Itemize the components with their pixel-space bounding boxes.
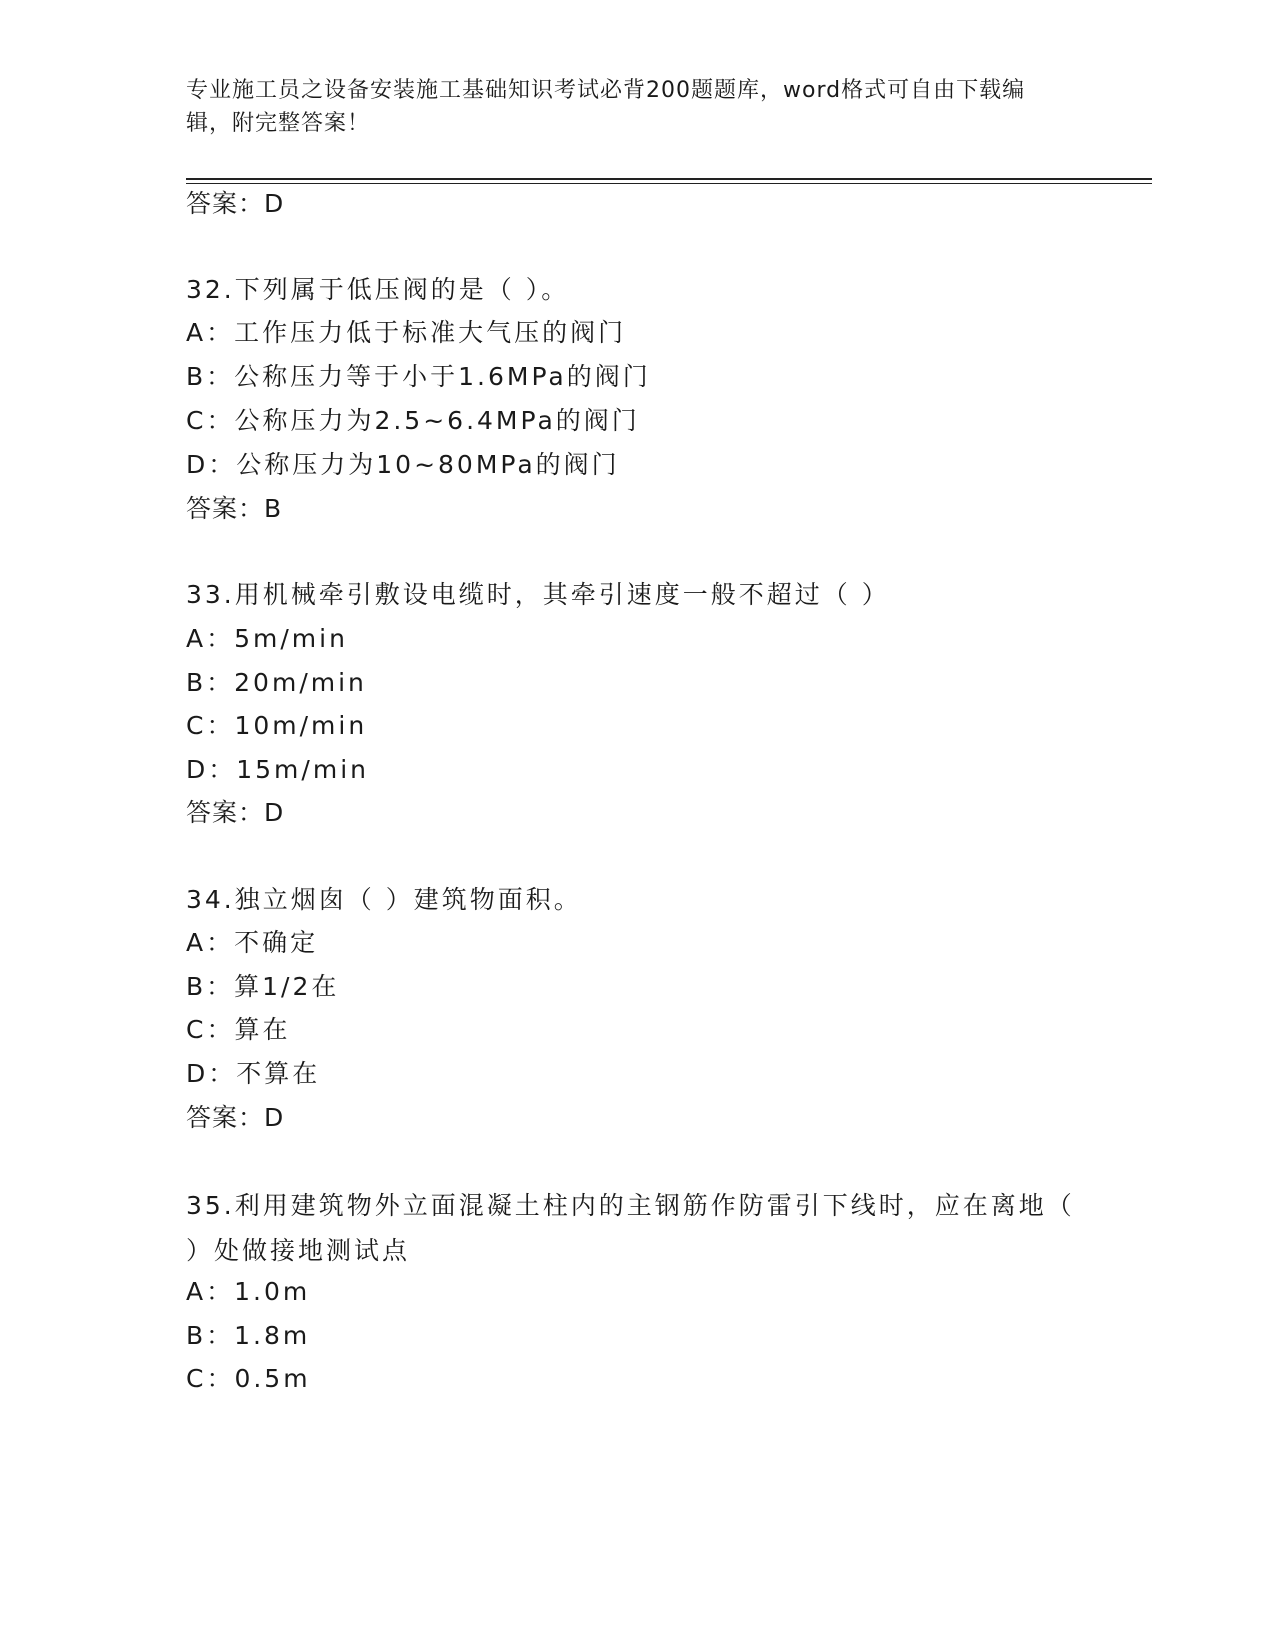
question-35-option-a: A：1.0m bbox=[186, 1277, 311, 1306]
question-33-option-c: C：10m/min bbox=[186, 711, 368, 740]
question-34-stem: 34.独立烟囱（ ）建筑物面积。 bbox=[186, 885, 582, 914]
question-34-option-c: C：算在 bbox=[186, 1015, 291, 1044]
question-32-option-a: A：工作压力低于标准大气压的阀门 bbox=[186, 318, 627, 347]
question-35-option-b: B：1.8m bbox=[186, 1321, 311, 1350]
question-33-option-b: B：20m/min bbox=[186, 668, 367, 697]
question-35-stem: 35.利用建筑物外立面混凝土柱内的主钢筋作防雷引下线时，应在离地（ ）处做接地测试点 bbox=[186, 1191, 1075, 1265]
question-32-stem: 32.下列属于低压阀的是（ ）。 bbox=[186, 275, 570, 304]
previous-answer: 答案：D bbox=[186, 189, 285, 218]
question-34-answer: 答案：D bbox=[186, 1103, 285, 1132]
question-33-answer: 答案：D bbox=[186, 798, 285, 827]
header-divider-thick bbox=[186, 178, 1152, 180]
question-33-option-d: D：15m/min bbox=[186, 755, 369, 784]
question-34-option-a: A：不确定 bbox=[186, 928, 319, 957]
page-header: 专业施工员之设备安装施工基础知识考试必背200题题库，word格式可自由下载编辑，附完整答案！ bbox=[186, 78, 1026, 136]
question-33-stem: 33.用机械牵引敷设电缆时，其牵引速度一般不超过（ ） bbox=[186, 580, 890, 609]
question-32-option-b: B：公称压力等于小于1.6MPa的阀门 bbox=[186, 362, 651, 391]
question-32-option-c: C：公称压力为2.5~6.4MPa的阀门 bbox=[186, 406, 640, 435]
question-35-option-c: C：0.5m bbox=[186, 1364, 311, 1393]
question-34-option-d: D：不算在 bbox=[186, 1059, 321, 1088]
question-32-answer: 答案：B bbox=[186, 494, 283, 523]
question-33-option-a: A：5m/min bbox=[186, 624, 348, 653]
question-32-option-d: D：公称压力为10~80MPa的阀门 bbox=[186, 450, 620, 479]
header-divider-thin bbox=[186, 183, 1152, 184]
question-34-option-b: B：算1/2在 bbox=[186, 972, 340, 1001]
